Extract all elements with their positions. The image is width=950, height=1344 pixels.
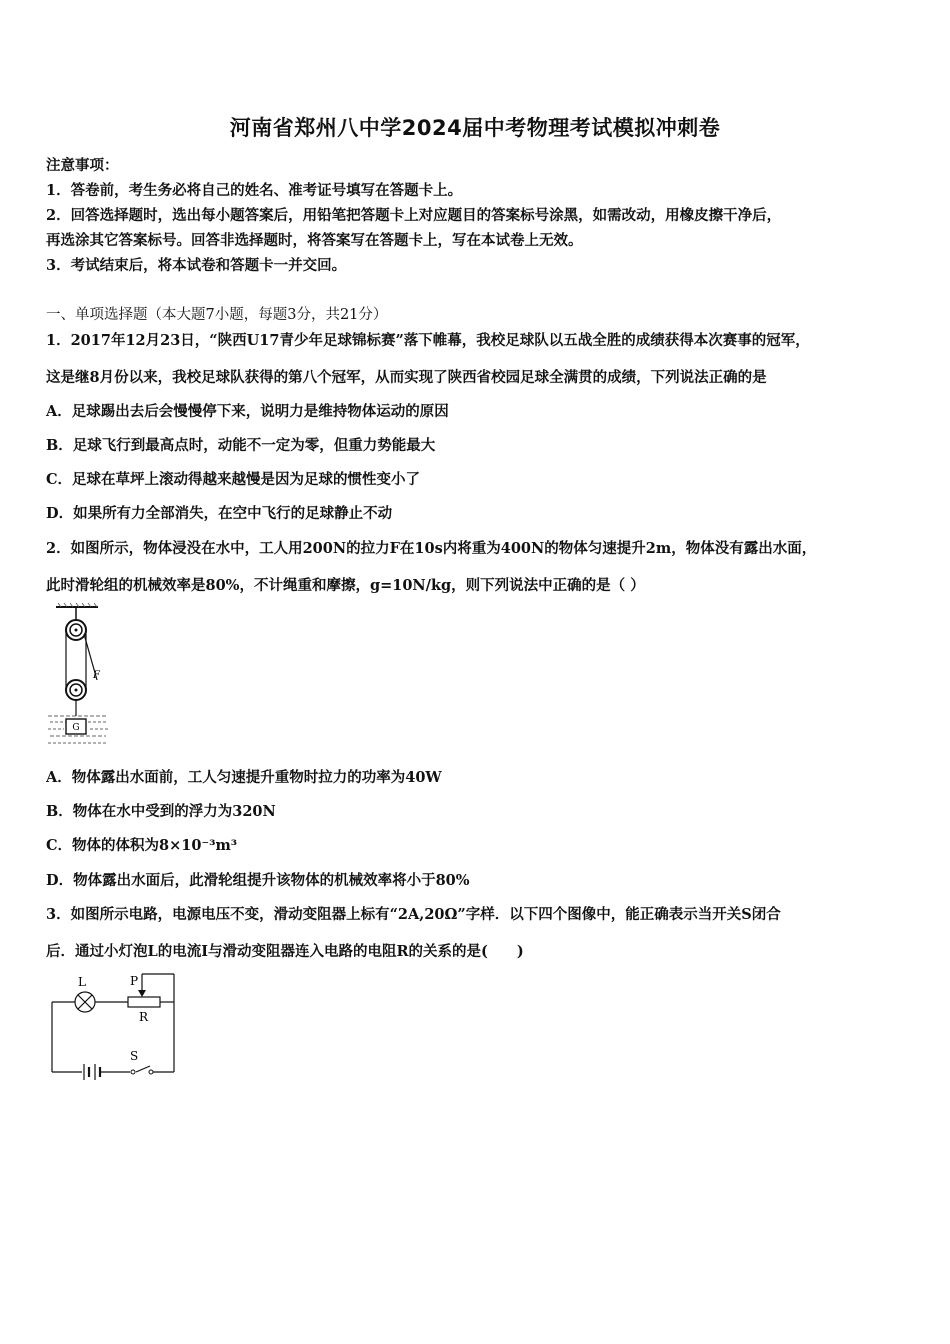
notice-item: 1．答卷前，考生务必将自己的姓名、准考证号填写在答题卡上。 xyxy=(46,182,463,199)
q3-stem: 3．如图所示电路，电源电压不变，滑动变阻器上标有“2A,20Ω”字样．以下四个图像中，能正确表示当开关S闭合 xyxy=(46,906,781,923)
switch-icon xyxy=(131,1070,135,1074)
q1-stem: 这是继8月份以来，我校足球队获得的第八个冠军，从而实现了陕西省校园足球全满贯的成绩，下列说法正确的是 xyxy=(46,369,767,386)
notice-heading: 注意事项： xyxy=(46,157,119,174)
slider-arrow-icon xyxy=(138,990,146,997)
q1-option-d: D．如果所有力全部消失，在空中飞行的足球静止不动 xyxy=(46,505,393,522)
q2-option-a: A．物体露出水面前，工人匀速提升重物时拉力的功率为40W xyxy=(46,769,442,786)
section-heading: 一、单项选择题（本大题7小题，每题3分，共21分） xyxy=(46,307,388,323)
q2-option-d: D．物体露出水面后，此滑轮组提升该物体的机械效率将小于80% xyxy=(46,872,470,889)
q1-stem: 1．2017年12月23日，“陕西U17青少年足球锦标赛”落下帷幕，我校足球队以五战全胜的成绩获得本次赛事的冠军， xyxy=(46,332,810,349)
force-label: F xyxy=(93,670,100,681)
page-title: 河南省郑州八中学2024届中考物理考试模拟冲刺卷 xyxy=(229,116,721,140)
notice-item: 2．回答选择题时，选出每小题答案后，用铅笔把答题卡上对应题目的答案标号涂黑，如需改动，用橡皮擦干净后， xyxy=(46,207,782,224)
rheostat-label: R xyxy=(139,1010,149,1024)
notice-item: 再选涂其它答案标号。回答非选择题时，将答案写在答题卡上，写在本试卷上无效。 xyxy=(46,232,583,249)
q1-option-b: B．足球飞行到最高点时，动能不一定为零，但重力势能最大 xyxy=(46,437,436,454)
object-label: G xyxy=(72,723,80,733)
circuit-figure xyxy=(44,968,184,1080)
lamp-label: L xyxy=(78,975,86,989)
q2-option-c: C．物体的体积为8×10⁻³m³ xyxy=(46,837,238,854)
q2-option-b: B．物体在水中受到的浮力为320N xyxy=(46,803,276,820)
notice-item: 3．考试结束后，将本试卷和答题卡一并交回。 xyxy=(46,257,347,274)
slider-label: P xyxy=(130,974,139,988)
pulley-figure xyxy=(44,602,124,752)
q2-stem: 此时滑轮组的机械效率是80%，不计绳重和摩擦，g=10N/kg，则下列说法中正确的是（ ） xyxy=(46,577,645,594)
q3-stem: 后．通过小灯泡L的电流I与滑动变阻器连入电路的电阻R的关系的是( ) xyxy=(46,943,524,960)
q1-option-c: C．足球在草坪上滚动得越来越慢是因为足球的惯性变小了 xyxy=(46,471,421,488)
rheostat-icon xyxy=(128,997,160,1007)
q2-stem: 2．如图所示，物体浸没在水中，工人用200N的拉力F在10s内将重为400N的物体匀速提升2m，物体没有露出水面， xyxy=(46,540,817,557)
switch-label: S xyxy=(130,1049,139,1063)
q1-option-a: A．足球踢出去后会慢慢停下来，说明力是维持物体运动的原因 xyxy=(46,403,449,420)
